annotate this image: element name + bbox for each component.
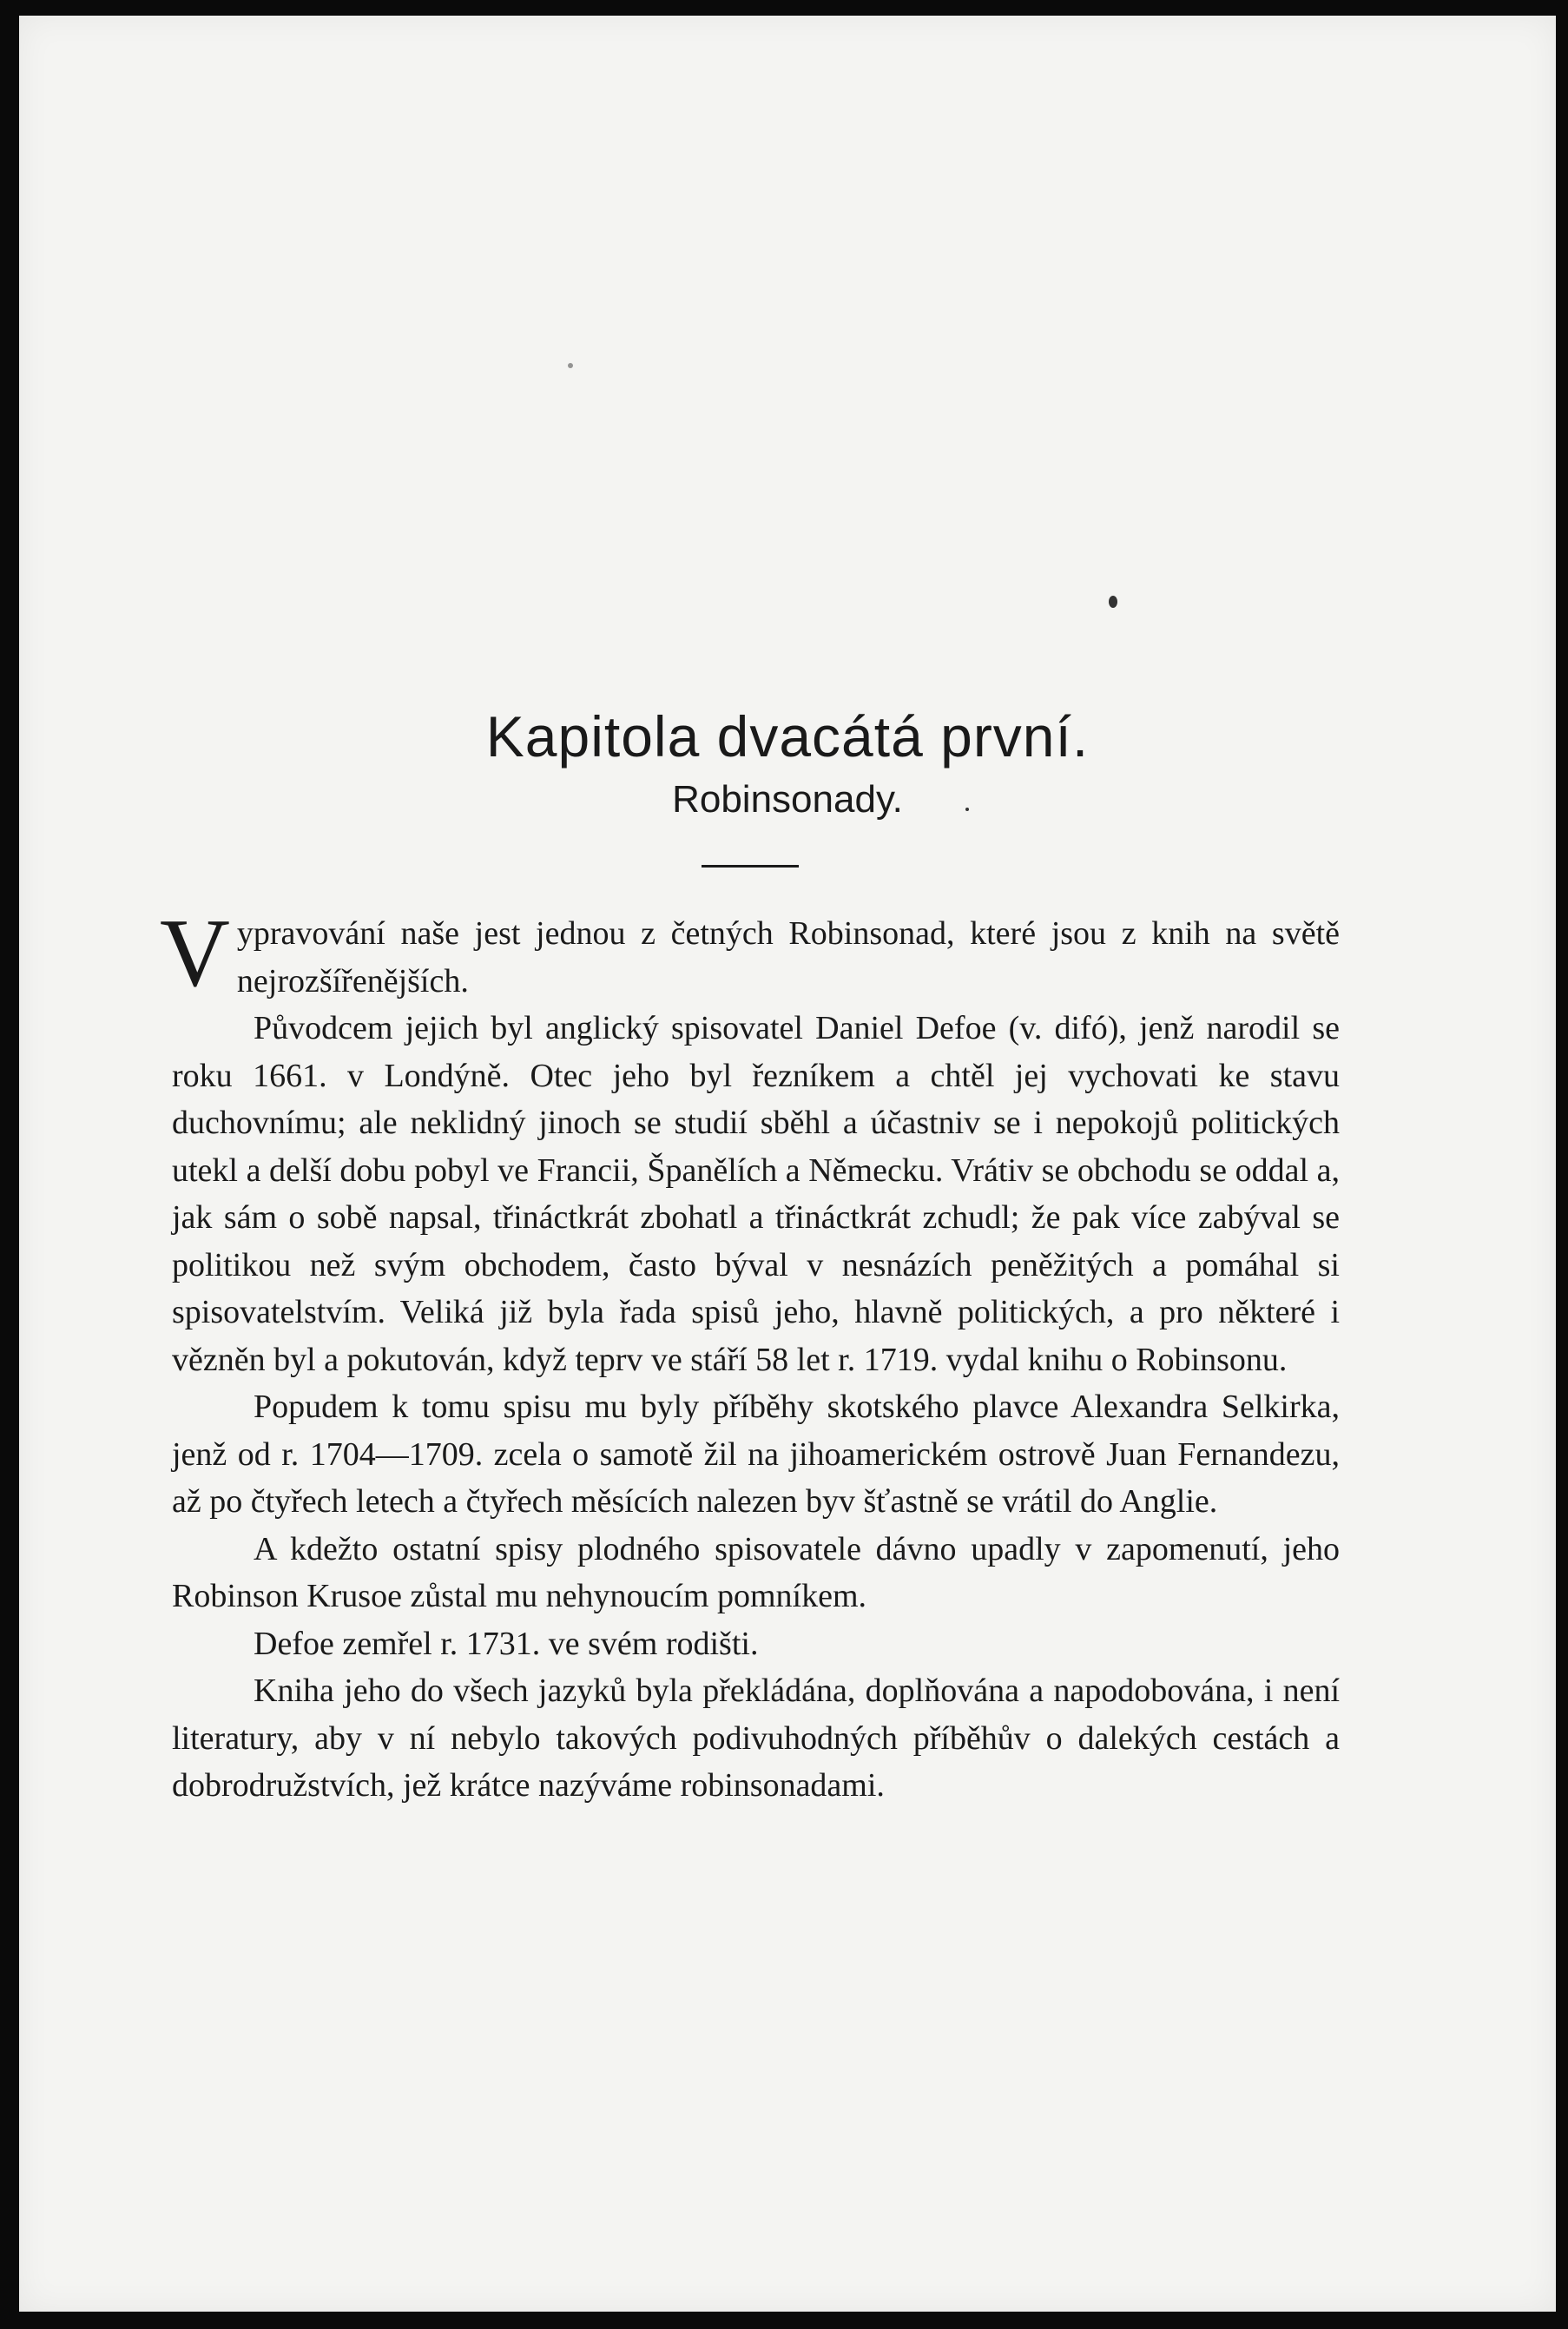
title-divider bbox=[702, 865, 799, 868]
ink-speck bbox=[1109, 596, 1117, 608]
chapter-body bbox=[160, 900, 1340, 1810]
paragraph: Popudem k tomu spisu mu byly příběhy skotského plavce Alexandra Selkirka, jenž od r. 1704—1709. zcela o samotě žil na jihoamerickém ostrově Juan Fernandezu, až po čtyřech letech a čtyřech měsících nalezen byv šťastně se vrátil do Anglie. bbox=[172, 1389, 1340, 1520]
paragraph: Původcem jejich byl anglický spisovatel Daniel Defoe (v. difó), jenž narodil se roku 1661. v Londýně. Otec jeho byl řezníkem a chtěl jej vychovati ke stavu duchovnímu; ale neklidný jinoch se studií sběhl a účastniv se i nepokojů politických utekl a delší dobu pobyl ve Francii, Španělích a Německu. Vrátiv se obchodu se oddal a, jak sám o sobě napsal, třináctkrát zbohatl a třináctkrát zchudl; že pak více zabýval se politikou než svým obchodem, často býval v nesnázích peněžitých a pomáhal si spisovatelstvím. Veliká již byla řada spisů jeho, hlavně politických, a pro některé i vězněn byl a pokutován, když teprv ve stáří 58 let r. 1719. vydal knihu o Robinsonu. bbox=[172, 1010, 1340, 1378]
paragraph-text: ypravování naše jest jednou z četných Robinsonad, které jsou z knih na světě nejrozšířenějších. bbox=[236, 915, 1340, 1000]
ink-speck bbox=[568, 363, 573, 368]
paragraph: A kdežto ostatní spisy plodného spisovatele dávno upadly v zapomenutí, jeho Robinson Krusoe zůstal mu nehynoucím pomníkem. bbox=[172, 1530, 1340, 1614]
chapter-title: Kapitola dvacátá první. bbox=[485, 704, 1090, 769]
paragraph: Kniha jeho do všech jazyků byla překládána, doplňována a napodobována, i není literatury, aby v ní nebylo takových podivuhodných příběhův o dalekých cestách a dobrodružstvích, jež krátce nazýváme robinsonadami. bbox=[172, 1673, 1340, 1804]
drop-cap: V bbox=[160, 900, 230, 1007]
paragraph: Defoe zemřel r. 1731. ve svém rodišti. bbox=[254, 1625, 759, 1662]
paragraph bbox=[160, 900, 1340, 1007]
scan-left-edge bbox=[0, 0, 19, 2329]
book-page bbox=[19, 16, 1556, 2312]
chapter-subtitle: Robinsonady. bbox=[672, 778, 903, 821]
